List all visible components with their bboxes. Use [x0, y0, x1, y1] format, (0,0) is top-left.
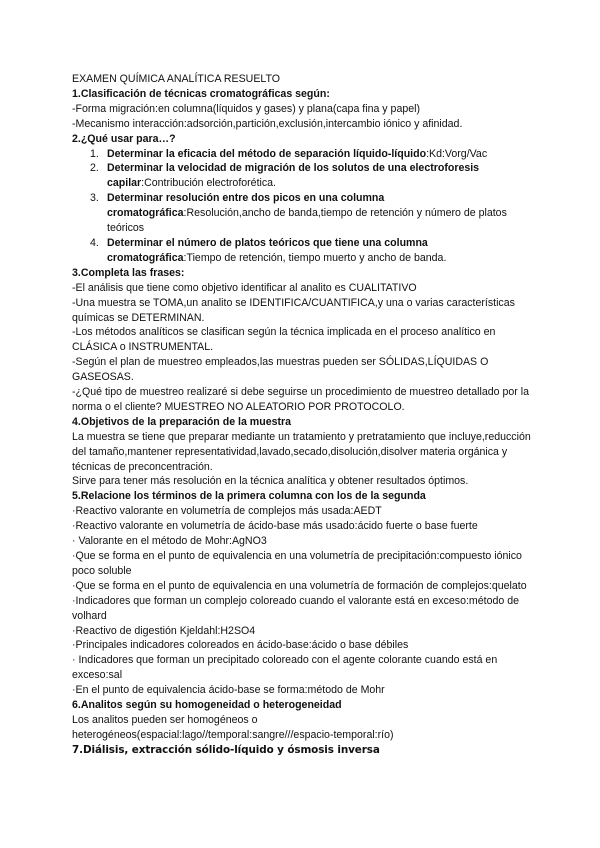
section-5-line: ·En el punto de equivalencia ácido-base se forma:método de Mohr [72, 684, 385, 697]
section-3-line: -Según el plan de muestreo empleados,las muestras pueden ser SÓLIDAS,LÍQUIDAS O GASEOSAS. [72, 356, 489, 384]
section-5-line: · Indicadores que forman un precipitado coloreado con el agente colorante cuando está en exceso:sal [72, 654, 498, 682]
item-answer: :Tiempo de retención, tiempo muerto y ancho de banda. [183, 251, 447, 264]
section-5-heading: 5.Relacione los términos de la primera columna con los de la segunda [72, 490, 426, 503]
section-6-heading: 6.Analitos según su homogeneidad o heterogeneidad [72, 699, 342, 712]
item-answer: :Resolución,ancho de banda,tiempo de retención y número de platos teóricos [107, 207, 507, 235]
section-4-paragraph: Sirve para tener más resolución en la técnica analítica y obtener resultados óptimos. [72, 475, 469, 488]
section-2-item [72, 161, 532, 191]
section-4-paragraph: La muestra se tiene que preparar mediante un tratamiento y pretratamiento que incluye,reducción del tamaño,mantener representatividad,lavado,secado,disolución,disolver materia orgánica y técnicas de preconcentración. [72, 430, 531, 473]
section-5-line: ·Reactivo valorante en volumetría de complejos más usada:AEDT [72, 505, 382, 518]
section-6-line: Los analitos pueden ser homogéneos o [72, 713, 258, 726]
section-7-heading: 7.Diálisis, extracción sólido-líquido y ósmosis inversa [72, 743, 380, 756]
item-question: Determinar la eficacia del método de separación líquido-líquido [107, 147, 427, 160]
item-question: Determinar la velocidad de migración de los solutos de una electroforesis capilar [107, 162, 480, 190]
item-number: 3. [90, 192, 99, 205]
section-3-line: -El análisis que tiene como objetivo identificar al analito es CUALITATIVO [72, 281, 417, 294]
section-5-line: · Valorante en el método de Mohr:AgNO3 [72, 535, 267, 548]
item-answer: :Kd:Vorg/Vac [426, 147, 488, 160]
section-2-heading: 2.¿Qué usar para…? [72, 132, 176, 145]
item-question: Determinar el número de platos teóricos que tiene una columna cromatográfica [107, 236, 428, 264]
document-body [72, 72, 532, 758]
section-3-line: -Los métodos analíticos se clasifican según la técnica implicada en el proceso analítico en CLÁSICA o INSTRUMENTAL. [72, 326, 496, 354]
section-4-heading: 4.Objetivos de la preparación de la muestra [72, 415, 292, 428]
section-3-heading: 3.Completa las frases: [72, 266, 185, 279]
section-6-line: heterogéneos(espacial:lago//temporal:sangre///espacio-temporal:río) [72, 728, 394, 741]
section-5-line: ·Reactivo de digestión Kjeldahl:H2SO4 [72, 624, 256, 637]
section-1-heading: 1.Clasificación de técnicas cromatográficas según: [72, 87, 330, 100]
document-title: EXAMEN QUÍMICA ANALÍTICA RESUELTO [72, 73, 281, 85]
item-answer: :Contribución electroforética. [141, 177, 276, 190]
section-1-line: -Mecanismo interacción:adsorción,partición,exclusión,intercambio iónico y afinidad. [72, 117, 463, 130]
section-5-line: ·Reactivo valorante en volumetría de ácido-base más usado:ácido fuerte o base fuerte [72, 520, 478, 533]
section-5-line: ·Que se forma en el punto de equivalencia en una volumetría de precipitación:compuesto iónico poco soluble [72, 550, 522, 577]
item-number: 1. [90, 147, 99, 160]
item-number: 2. [90, 162, 99, 175]
section-3-line: -¿Qué tipo de muestreo realizaré si debe seguirse un procedimiento de muestreo detallado por la norma o el cliente? MUESTREO NO ALEATORIO POR PROTOCOLO. [72, 386, 529, 413]
section-1-line: -Forma migración:en columna(líquidos y gases) y plana(capa fina y papel) [72, 102, 420, 115]
section-5-line: ·Indicadores que forman un complejo coloreado cuando el valorante está en exceso:método de volhard [72, 594, 519, 622]
item-number: 4. [90, 236, 99, 249]
section-2-item [72, 191, 532, 236]
section-5-line: ·Que se forma en el punto de equivalencia en una volumetría de formación de complejos:quelato [72, 579, 527, 592]
section-2-item [72, 147, 532, 162]
section-2-item [72, 236, 532, 266]
section-3-line: -Una muestra se TOMA,un analito se IDENTIFICA/CUANTIFICA,y una o varias características químicas se DETERMINAN. [72, 296, 515, 324]
section-5-line: ·Principales indicadores coloreados en ácido-base:ácido o base débiles [72, 639, 409, 652]
item-question: Determinar resolución entre dos picos en una columna cromatográfica [107, 192, 385, 220]
